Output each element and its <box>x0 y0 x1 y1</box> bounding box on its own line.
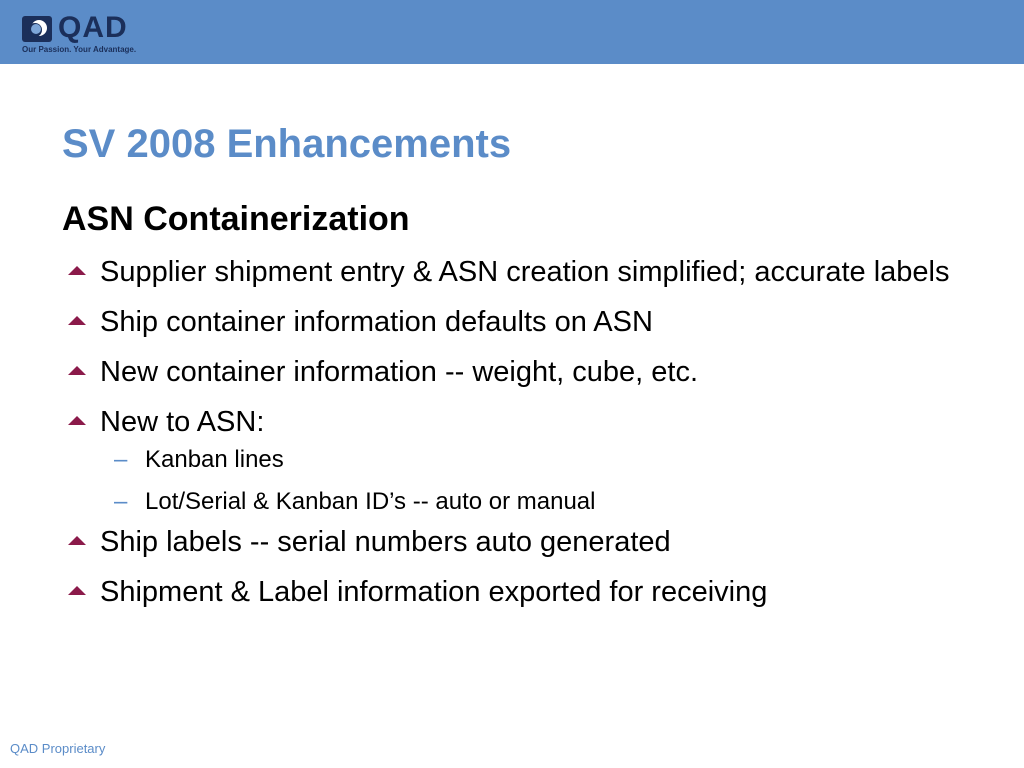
bullet-item <box>62 572 962 613</box>
bullet-text: Ship labels -- serial numbers auto generated <box>100 526 671 558</box>
sub-bullet-text: Lot/Serial & Kanban ID’s -- auto or manual <box>145 488 596 515</box>
bullet-text: New container information -- weight, cube, etc. <box>100 356 698 388</box>
dash-bullet-icon: – <box>114 488 128 515</box>
bullet-item <box>62 302 962 343</box>
header-band <box>0 0 1024 64</box>
sub-bullet-item <box>62 486 962 518</box>
dash-bullet-icon: – <box>114 446 128 473</box>
qad-logo-icon <box>22 16 52 42</box>
bullet-item <box>62 522 962 563</box>
bullet-item <box>62 402 962 443</box>
logo-tagline: Our Passion. Your Advantage. <box>22 45 137 54</box>
bullet-text: Supplier shipment entry & ASN creation simplified; accurate labels <box>100 256 950 288</box>
bullet-list <box>62 252 962 622</box>
slide-subtitle: ASN Containerization <box>62 200 410 238</box>
triangle-bullet-icon <box>68 316 86 325</box>
qad-logo <box>22 11 162 60</box>
triangle-bullet-icon <box>68 536 86 545</box>
triangle-bullet-icon <box>68 366 86 375</box>
triangle-bullet-icon <box>68 416 86 425</box>
bullet-item <box>62 252 962 293</box>
logo-wordmark: QAD <box>58 11 128 44</box>
bullet-text: New to ASN: <box>100 406 265 438</box>
triangle-bullet-icon <box>68 266 86 275</box>
slide-title: SV 2008 Enhancements <box>62 122 512 166</box>
sub-bullet-item <box>62 444 962 476</box>
sub-bullet-text: Kanban lines <box>145 446 284 473</box>
bullet-text: Shipment & Label information exported for receiving <box>100 576 768 608</box>
triangle-bullet-icon <box>68 586 86 595</box>
bullet-item <box>62 352 962 393</box>
bullet-text: Ship container information defaults on ASN <box>100 306 653 338</box>
footer-text: QAD Proprietary <box>10 741 106 756</box>
